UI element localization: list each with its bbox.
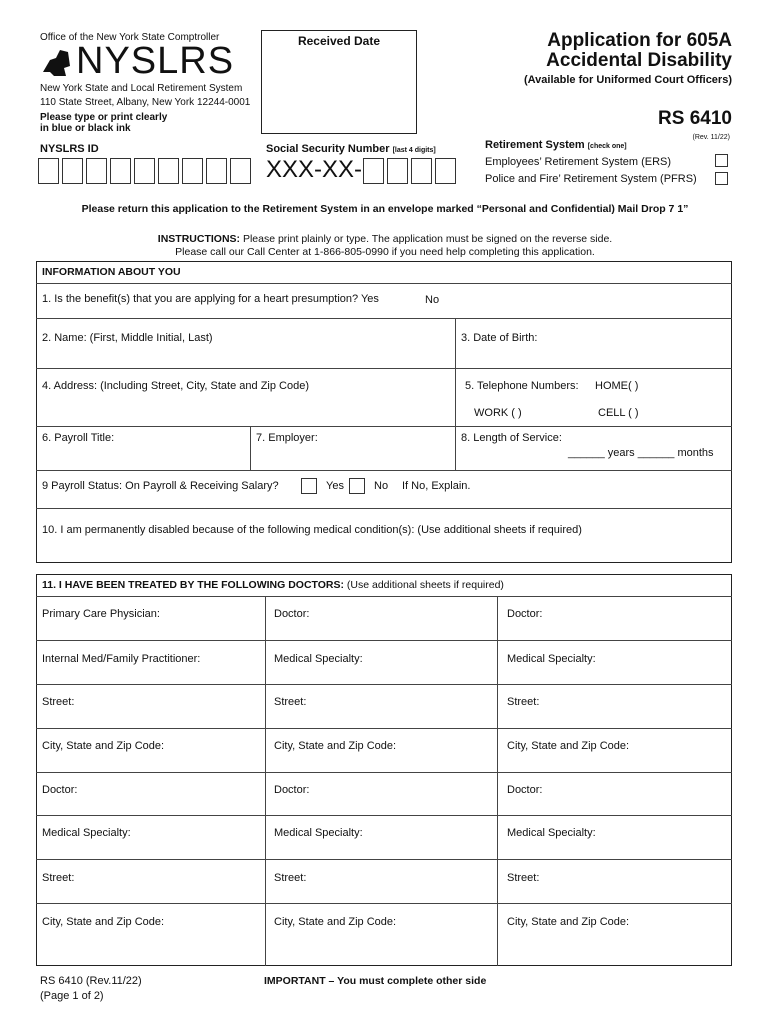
work-phone[interactable]: WORK ( ) [474,407,522,419]
form-title-1: Application for 605A [547,30,732,51]
type-note-2: in blue or black ink [40,123,131,134]
ers-option-label: Employees’ Retirement System (ERS) [485,156,672,168]
system-address: 110 State Street, Albany, New York 12244-0001 [40,97,251,108]
instructions-text: Please print plainly or type. The application must be signed on the reverse side. [240,233,613,245]
retirement-system-hint: [check one] [587,143,627,150]
q8-years-months[interactable]: ______ years ______ months [568,447,714,459]
q5-telephone: 5. Telephone Numbers: [465,380,579,392]
instructions [0,233,770,245]
q2-name[interactable]: 2. Name: (First, Middle Initial, Last) [42,332,213,344]
doctors-section-title: 11. I HAVE BEEN TREATED BY THE FOLLOWING DOCTORS: (Use additional sheets if required) [42,579,504,591]
state-map-icon [40,46,74,80]
doctors-cell[interactable]: Medical Specialty: [42,827,131,839]
q1-heart-presumption: 1. Is the benefit(s) that you are applying for a heart presumption? Yes [42,293,379,305]
q9-payroll-status: 9 Payroll Status: On Payroll & Receiving Salary? [42,480,279,492]
doctors-cell[interactable]: Street: [274,696,307,708]
q3-date-of-birth[interactable]: 3. Date of Birth: [461,332,538,344]
ssn-hint: [last 4 digits] [392,147,436,154]
doctors-cell[interactable]: Street: [42,872,75,884]
q9-no-checkbox[interactable] [349,478,365,494]
doctors-cell[interactable]: Street: [507,872,540,884]
ers-checkbox[interactable] [715,154,728,167]
form-number: RS 6410 [658,108,732,129]
q9-yes-label: Yes [326,480,344,492]
type-note-1: Please type or print clearly [40,112,168,123]
doctors-cell[interactable]: Doctor: [42,784,78,796]
doctors-section-note: (Use additional sheets if required) [344,579,504,591]
q9-explain[interactable]: If No, Explain. [402,480,471,492]
doctors-cell[interactable]: City, State and Zip Code: [507,916,630,928]
q9-no-label: No [374,480,389,492]
logo-text: NYSLRS [76,40,235,82]
footer-page-number: (Page 1 of 2) [40,990,104,1002]
nyslrs-logo [40,40,235,82]
doctors-cell[interactable]: City, State and Zip Code: [507,740,630,752]
form-subtitle: (Available for Uniformed Court Officers) [523,74,732,86]
doctors-cell[interactable]: City, State and Zip Code: [42,740,165,752]
doctors-cell[interactable]: City, State and Zip Code: [42,916,165,928]
pfrs-option-label: Police and Fire’ Retirement System (PFRS) [485,173,697,185]
call-center-note: Please call our Call Center at 1-866-805-0990 if you need help completing this application. [175,246,595,258]
doctors-cell[interactable]: Primary Care Physician: [42,608,160,620]
return-note: Please return this application to the Retirement System in an envelope marked “Personal and Confidential) Mail Drop 7 1” [81,203,689,215]
doctors-cell[interactable]: Internal Med/Family Practitioner: [42,653,201,665]
doctors-cell[interactable]: Medical Specialty: [274,653,363,665]
ssn-prefix: XXX-XX- [266,156,363,183]
doctors-cell[interactable]: Medical Specialty: [274,827,363,839]
footer-important: IMPORTANT – You must complete other side [264,975,487,987]
q7-employer[interactable]: 7. Employer: [256,432,318,444]
q4-address[interactable]: 4. Address: (Including Street, City, State and Zip Code) [42,380,309,392]
home-phone[interactable]: HOME( ) [595,380,639,392]
ssn-label: Social Security Number [last 4 digits] [266,143,436,155]
ssn-input[interactable] [363,158,463,186]
doctors-cell[interactable]: Medical Specialty: [507,827,596,839]
doctors-cell[interactable]: Doctor: [507,784,543,796]
system-name: New York State and Local Retirement System [40,83,243,94]
form-revision: (Rev. 11/22) [692,134,730,141]
doctors-cell[interactable]: Medical Specialty: [507,653,596,665]
cell-phone[interactable]: CELL ( ) [598,407,639,419]
pfrs-checkbox[interactable] [715,172,728,185]
footer-form-number: RS 6410 (Rev.11/22) [40,975,142,987]
doctors-cell[interactable]: Doctor: [274,608,310,620]
doctors-cell[interactable]: City, State and Zip Code: [274,916,397,928]
nyslrs-id-label: NYSLRS ID [40,143,99,155]
nyslrs-id-input[interactable] [38,158,258,186]
info-section-title: INFORMATION ABOUT YOU [42,266,181,278]
q8-length-of-service: 8. Length of Service: [461,432,562,444]
retirement-system-label: Retirement System [check one] [485,139,627,151]
q6-payroll-title[interactable]: 6. Payroll Title: [42,432,115,444]
doctors-cell[interactable]: Street: [507,696,540,708]
received-date-label: Received Date [297,34,381,48]
q9-yes-checkbox[interactable] [301,478,317,494]
doctors-cell[interactable]: Doctor: [274,784,310,796]
q10-medical-condition[interactable]: 10. I am permanently disabled because of the following medical condition(s): (Use additional sheets if required) [42,524,582,536]
doctors-cell[interactable]: Street: [274,872,307,884]
received-date-box [261,30,417,134]
doctors-section [36,574,732,966]
q1-no: No [425,294,440,306]
form-title-2: Accidental Disability [546,50,732,71]
doctors-cell[interactable]: City, State and Zip Code: [274,740,397,752]
instructions-label: INSTRUCTIONS: [157,233,241,245]
doctors-cell[interactable]: Doctor: [507,608,543,620]
doctors-cell[interactable]: Street: [42,696,75,708]
office-name: Office of the New York State Comptroller [40,32,220,43]
